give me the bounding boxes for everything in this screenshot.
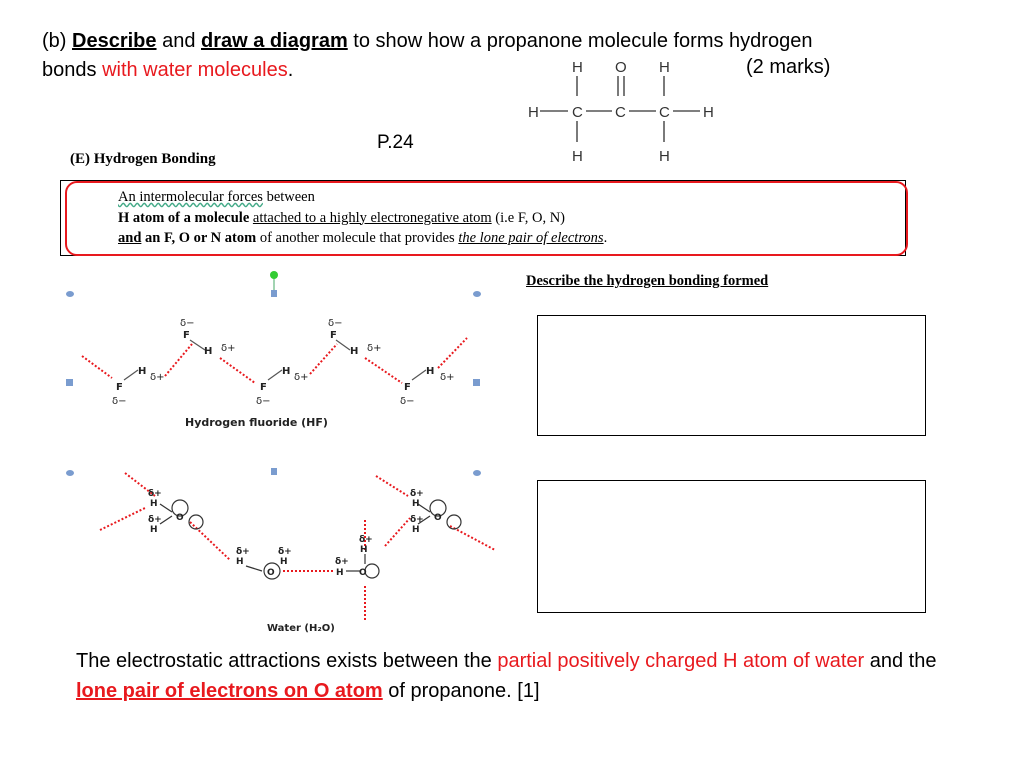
conclusion-part-c: and the xyxy=(864,650,937,672)
w-h5: H xyxy=(336,568,344,578)
atom-h3: H xyxy=(528,104,539,121)
describe-title: Describe the hydrogen bonding formed xyxy=(526,273,769,289)
answer-box-hf[interactable] xyxy=(537,315,926,436)
hf-h5: H xyxy=(426,366,435,377)
conclusion-lone-pair: lone pair of electrons on O atom xyxy=(76,680,383,702)
hf-h4: H xyxy=(350,346,359,357)
def-period: . xyxy=(603,230,608,246)
w-dp1: δ+ xyxy=(148,489,162,499)
question-red-text: with water molecules xyxy=(102,59,288,81)
question-period: . xyxy=(287,59,294,81)
hf-dp5: δ+ xyxy=(440,372,455,383)
hf-dm4: δ− xyxy=(328,318,343,329)
w-dp4: δ+ xyxy=(278,547,292,557)
w-o1: O xyxy=(176,513,184,523)
hf-dp4: δ+ xyxy=(367,343,382,354)
def-examples: (i.e F, O, N) xyxy=(491,209,565,226)
conclusion-part-a: The electrostatic attractions exists between the xyxy=(76,650,498,672)
w-o4: O xyxy=(434,513,442,523)
answer-box-water[interactable] xyxy=(537,480,926,613)
atom-h5: H xyxy=(572,148,583,165)
question-text xyxy=(42,27,982,85)
hf-h1: H xyxy=(138,366,147,377)
question-part: (b) xyxy=(42,30,67,52)
definition-text xyxy=(118,187,607,249)
conclusion-text xyxy=(76,646,966,706)
selection-handles xyxy=(66,290,481,476)
atom-h2: H xyxy=(659,59,670,76)
hf-dm2: δ− xyxy=(180,318,195,329)
hf-dp3: δ+ xyxy=(294,372,309,383)
rotate-handle xyxy=(270,271,278,279)
hf-dm3: δ− xyxy=(256,396,271,407)
hf-f5: F xyxy=(404,382,411,393)
hf-f2: F xyxy=(183,330,190,341)
atom-h4: H xyxy=(703,104,714,121)
page-reference: P.24 xyxy=(377,132,414,153)
w-o2: O xyxy=(267,568,275,578)
hf-dp2: δ+ xyxy=(221,343,236,354)
w-h4: H xyxy=(280,557,288,567)
hf-h3: H xyxy=(282,366,291,377)
def-h-atom: H atom of a molecule xyxy=(118,209,250,226)
w-dp5: δ+ xyxy=(335,557,349,567)
hf-f3: F xyxy=(260,382,267,393)
def-and: and xyxy=(118,230,142,246)
w-h3: H xyxy=(236,557,244,567)
def-intermolecular: An intermolecular forces xyxy=(118,189,263,205)
atom-o: O xyxy=(615,59,627,76)
hf-dp1: δ+ xyxy=(150,372,165,383)
w-h8: H xyxy=(412,525,420,535)
atom-c3: C xyxy=(659,104,670,121)
def-another-molecule: of another molecule that provides xyxy=(256,230,459,246)
w-dp7: δ+ xyxy=(410,489,424,499)
atom-c2: C xyxy=(615,104,626,121)
hf-caption: Hydrogen fluoride (HF) xyxy=(185,416,328,429)
def-fon-atom: an F, O or N atom xyxy=(141,230,257,246)
hydrogen-bonding-title: (E) Hydrogen Bonding xyxy=(70,151,216,167)
w-h2: H xyxy=(150,525,158,535)
atom-h1: H xyxy=(572,59,583,76)
atom-c1: C xyxy=(572,104,583,121)
hf-f1: F xyxy=(116,382,123,393)
propanone-structure xyxy=(520,54,720,166)
w-h6: H xyxy=(360,545,368,555)
water-diagram xyxy=(100,473,495,634)
and-word: and xyxy=(162,30,196,52)
water-caption: Water (H₂O) xyxy=(267,623,335,634)
w-h7: H xyxy=(412,499,420,509)
describe-keyword: Describe xyxy=(72,30,157,52)
hf-f4: F xyxy=(330,330,337,341)
atom-h6: H xyxy=(659,148,670,165)
def-between: between xyxy=(262,189,315,205)
w-dp3: δ+ xyxy=(236,547,250,557)
w-dp8: δ+ xyxy=(410,515,424,525)
question-line2: bonds xyxy=(42,59,97,81)
marks-label: (2 marks) xyxy=(746,56,831,78)
hf-dm1: δ− xyxy=(112,396,127,407)
hydrogen-bond-diagrams xyxy=(60,268,500,640)
w-o3: O xyxy=(359,568,367,578)
hf-h2: H xyxy=(204,346,213,357)
w-h1: H xyxy=(150,499,158,509)
def-lone-pair: the lone pair of electrons xyxy=(458,230,604,246)
hf-dm5: δ− xyxy=(400,396,415,407)
w-dp2: δ+ xyxy=(148,515,162,525)
hf-diagram xyxy=(82,318,467,429)
question-line1: to show how a propanone molecule forms hydrogen xyxy=(353,30,813,52)
w-dp6: δ+ xyxy=(359,535,373,545)
def-attached: attached to a highly electronegative atom xyxy=(252,209,492,226)
conclusion-red-h: partial positively charged H atom of water xyxy=(497,650,865,672)
draw-keyword: draw a diagram xyxy=(201,30,348,52)
conclusion-part-e: of propanone. [1] xyxy=(382,680,540,702)
